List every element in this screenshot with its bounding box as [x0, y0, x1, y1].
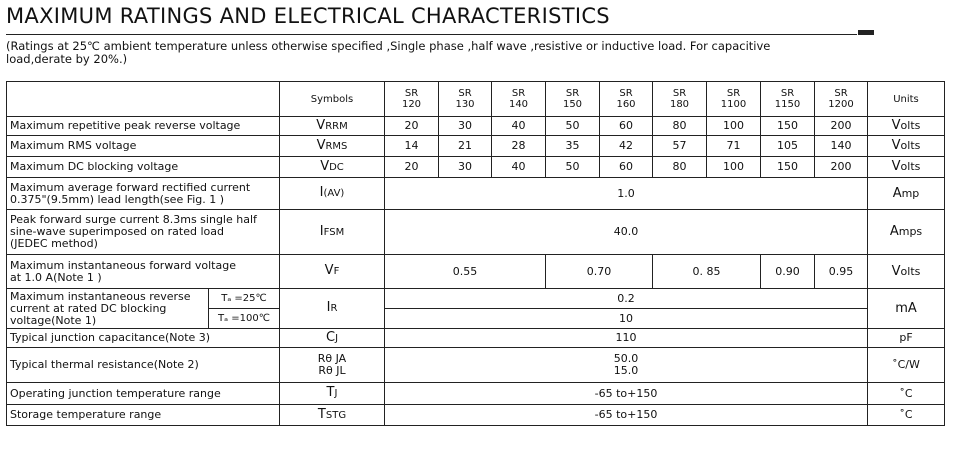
value-cell: 105	[761, 136, 815, 157]
value-cell: -65 to+150	[385, 383, 868, 405]
unit-cell: pF	[868, 329, 945, 348]
param-label: Maximum instantaneous forward voltage at 1.0 A(Note 1 )	[7, 255, 280, 289]
row-ir-25	[7, 289, 945, 309]
value-cell: 80	[653, 117, 707, 136]
symbol-cell: VRRM	[280, 117, 385, 136]
unit-cell: Amps	[868, 210, 945, 255]
condition-cell: Tₐ =100℃	[209, 309, 280, 329]
param-label: Peak forward surge current 8.3ms single half sine-wave superimposed on rated load (JEDEC method)	[7, 210, 280, 255]
header-part-sr180: SR 180	[653, 82, 707, 117]
param-label: Typical thermal resistance(Note 2)	[7, 348, 280, 383]
param-label: Maximum repetitive peak reverse voltage	[7, 117, 280, 136]
symbol-cell: TSTG	[280, 405, 385, 426]
value-cell: 14	[385, 136, 439, 157]
value-cell: 71	[707, 136, 761, 157]
value-cell: 150	[761, 117, 815, 136]
value-cell: 35	[546, 136, 600, 157]
param-label: Storage temperature range	[7, 405, 280, 426]
header-part-sr1200: SR 1200	[815, 82, 868, 117]
value-cell: 80	[653, 157, 707, 178]
value-cell: 0.90	[761, 255, 815, 289]
symbol-cell: IFSM	[280, 210, 385, 255]
param-label: Typical junction capacitance(Note 3)	[7, 329, 280, 348]
param-label: Operating junction temperature range	[7, 383, 280, 405]
unit-cell: Volts	[868, 117, 945, 136]
value-cell: 50.0 15.0	[385, 348, 868, 383]
value-cell: 30	[439, 157, 492, 178]
value-cell: -65 to+150	[385, 405, 868, 426]
value-cell: 60	[600, 157, 653, 178]
value-cell: 0. 85	[653, 255, 761, 289]
header-part-sr1100: SR 1100	[707, 82, 761, 117]
header-symbols: Symbols	[280, 82, 385, 117]
condition-cell: Tₐ =25℃	[209, 289, 280, 309]
ratings-note: (Ratings at 25℃ ambient temperature unless otherwise specified ,Single phase ,half wave ,resistive or inductive load. For capacitive load,derate by 20%.)	[6, 39, 771, 66]
header-blank	[7, 82, 280, 117]
symbol-cell: VF	[280, 255, 385, 289]
unit-cell: Amp	[868, 178, 945, 210]
title-underline-bar	[858, 30, 874, 35]
value-cell: 200	[815, 117, 868, 136]
value-cell: 40	[492, 157, 546, 178]
unit-cell: Volts	[868, 255, 945, 289]
value-cell: 140	[815, 136, 868, 157]
unit-cell: ˚C	[868, 383, 945, 405]
row-rth	[7, 348, 945, 383]
header-part-sr160: SR 160	[600, 82, 653, 117]
unit-cell: ˚C/W	[868, 348, 945, 383]
value-cell: 10	[385, 309, 868, 329]
value-cell: 110	[385, 329, 868, 348]
value-cell: 20	[385, 117, 439, 136]
unit-cell: mA	[868, 289, 945, 329]
row-ifsm	[7, 210, 945, 255]
value-cell: 0.2	[385, 289, 868, 309]
value-cell: 200	[815, 157, 868, 178]
symbol-cell: VDC	[280, 157, 385, 178]
row-vrrm	[7, 117, 945, 136]
value-cell: 21	[439, 136, 492, 157]
row-tj	[7, 383, 945, 405]
value-cell: 20	[385, 157, 439, 178]
header-part-sr150: SR 150	[546, 82, 600, 117]
value-cell: 57	[653, 136, 707, 157]
header-row	[7, 82, 945, 117]
header-part-sr120: SR 120	[385, 82, 439, 117]
param-label: Maximum DC blocking voltage	[7, 157, 280, 178]
row-iav	[7, 178, 945, 210]
symbol-cell: VRMS	[280, 136, 385, 157]
value-cell: 0.70	[546, 255, 653, 289]
ratings-table	[6, 81, 945, 426]
page-title: MAXIMUM RATINGS AND ELECTRICAL CHARACTERISTICS	[6, 4, 610, 28]
param-label: Maximum average forward rectified current 0.375"(9.5mm) lead length(see Fig. 1 )	[7, 178, 280, 210]
value-cell: 40	[492, 117, 546, 136]
row-tstg	[7, 405, 945, 426]
value-cell: 30	[439, 117, 492, 136]
value-cell: 42	[600, 136, 653, 157]
header-part-sr140: SR 140	[492, 82, 546, 117]
value-cell: 1.0	[385, 178, 868, 210]
value-cell: 150	[761, 157, 815, 178]
header-part-sr1150: SR 1150	[761, 82, 815, 117]
value-cell: 60	[600, 117, 653, 136]
param-label: Maximum instantaneous reverse current at rated DC blocking voltage(Note 1)	[7, 289, 209, 329]
header-units: Units	[868, 82, 945, 117]
title-underline	[6, 34, 857, 35]
param-label: Maximum RMS voltage	[7, 136, 280, 157]
value-cell: 50	[546, 117, 600, 136]
header-part-sr130: SR 130	[439, 82, 492, 117]
value-cell: 100	[707, 117, 761, 136]
row-vf	[7, 255, 945, 289]
value-cell: 0.95	[815, 255, 868, 289]
unit-cell: Volts	[868, 157, 945, 178]
symbol-cell: I(AV)	[280, 178, 385, 210]
symbol-cell: Rθ JA Rθ JL	[280, 348, 385, 383]
row-vrms	[7, 136, 945, 157]
symbol-cell: IR	[280, 289, 385, 329]
unit-cell: Volts	[868, 136, 945, 157]
symbol-cell: CJ	[280, 329, 385, 348]
value-cell: 0.55	[385, 255, 546, 289]
value-cell: 28	[492, 136, 546, 157]
value-cell: 50	[546, 157, 600, 178]
value-cell: 100	[707, 157, 761, 178]
unit-cell: ˚C	[868, 405, 945, 426]
value-cell: 40.0	[385, 210, 868, 255]
row-vdc	[7, 157, 945, 178]
row-cj	[7, 329, 945, 348]
symbol-cell: TJ	[280, 383, 385, 405]
